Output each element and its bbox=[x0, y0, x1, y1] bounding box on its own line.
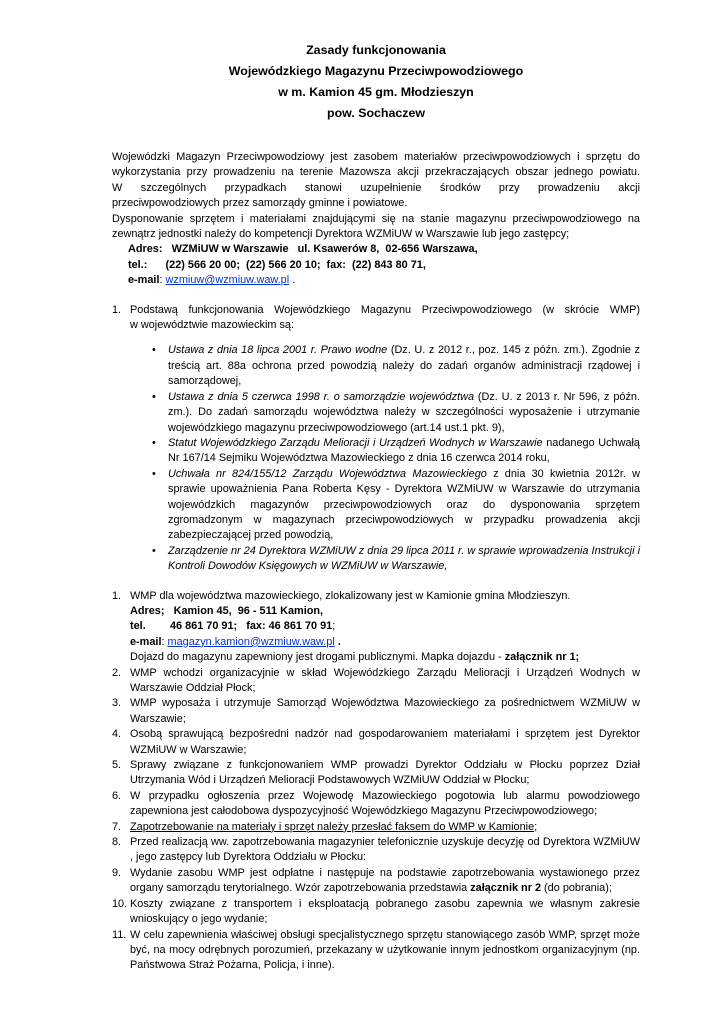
list-number: 4. bbox=[112, 728, 122, 741]
act-details: (Dz. U. z 2013 r. Nr 596, z późn. zm.). Do zadań samorządu województwa należy w szczególności wyposażenie i utrzymanie wojewódzkiego magazynu przeciwpowodziowego (art.14 ust.1 pkt. 9), bbox=[168, 390, 640, 434]
access-row bbox=[130, 650, 640, 665]
rule-text: Koszty związane z transportem i eksploatacją pobranego zasobu zapewnia we własnym zakresie wnioskujący o jego wydanie; bbox=[130, 897, 640, 926]
rule-1 bbox=[112, 589, 640, 666]
list-item bbox=[130, 343, 640, 389]
rule-text: Przed realizacją ww. zapotrzebowania magazynier telefonicznie uzyskuje decyzję od Dyrektora WZMiUW , jego zastępcy lub Dyrektora Oddziału w Płocku: bbox=[130, 836, 640, 864]
warehouse-email-row: e-mail: magazyn.kamion@wzmiuw.waw.pl . bbox=[130, 635, 341, 648]
document-page bbox=[112, 40, 640, 974]
intro-line: Wojewódzki Magazyn Przeciwpowodziowy jest zasobem materiałów przeciwpowodziowych i sprzętu do bbox=[112, 151, 640, 163]
act-title: Zarządzenie nr 24 Dyrektora WZMiUW z dnia 29 lipca 2011 r. w sprawie wprowadzenia Instrukcji i Kontroli Dowodów Księgowych w WZMiUW w Warszawie, bbox=[168, 544, 640, 573]
intro-line: przeciwpowodziowych przez samorządy gminne i powiatowe. bbox=[112, 197, 408, 210]
rule-7 bbox=[112, 820, 640, 835]
rule-text: WMP wchodzi organizacyjnie w skład Wojewódzkiego Zarządu Melioracji i Urządzeń Wodnych w Warszawie Oddział Płock; bbox=[130, 666, 640, 694]
list-item bbox=[130, 467, 640, 544]
email-suffix: . bbox=[334, 635, 341, 648]
list-number: 5. bbox=[112, 759, 122, 772]
rule-4 bbox=[112, 727, 640, 758]
list-number: 1. bbox=[112, 589, 122, 602]
basis-intro-line: Podstawą funkcjonowania Wojewódzkiego Magazynu Przeciwpowodziowego (w skrócie WMP) bbox=[130, 303, 640, 316]
act-title: Statut Wojewódzkiego Zarządu Melioracji i Urządzeń Wodnych w Warszawie bbox=[168, 436, 543, 449]
act-title: Ustawa z dnia 18 lipca 2001 r. Prawo wodne bbox=[168, 344, 388, 357]
rule-3 bbox=[112, 696, 640, 727]
list-item bbox=[130, 390, 640, 436]
rule-text: Osobą sprawującą bezpośredni nadzór nad gospodarowaniem materiałami i sprzętem jest Dyrektor WZMiUW w Warszawie; bbox=[130, 728, 640, 756]
rule-8 bbox=[112, 835, 640, 866]
attachment-1-ref: załącznik nr 1; bbox=[504, 651, 580, 664]
rule-text: Sprawy związane z funkcjonowaniem WMP prowadzi Dyrektor Oddziału w Płocku poprzez Dział Utrzymania Wód i Urządzeń Melioracji Podstawowych WZMiUW Oddział w Płocku; bbox=[130, 759, 640, 787]
intro-line: W szczególnych przypadkach stanowi uzupełnienie środków przy prowadzeniu akcji bbox=[112, 181, 640, 194]
rule-11 bbox=[112, 928, 640, 974]
bullet-icon: • bbox=[152, 467, 156, 480]
phone-suffix: ; bbox=[332, 620, 336, 633]
intro-paragraph-1 bbox=[112, 150, 640, 212]
access-text: Dojazd do magazynu zapewniony jest drogami publicznymi. Mapka dojazdu - bbox=[130, 651, 505, 664]
act-details: (Dz. U. z 2012 r., poz. 145 z późn. zm.). Zgodnie z treścią art. 88a ochrona przed powodzią należy do zadań organów administracji rządowej i samorządowej, bbox=[168, 344, 640, 388]
list-item bbox=[130, 436, 640, 467]
rule-text: WMP dla województwa mazowieckiego, zlokalizowany jest w Kamionie gmina Młodzieszyn. bbox=[130, 589, 571, 602]
rule-text: W celu zapewnienia właściwej obsługi specjalistycznego sprzętu stanowiącego zasób WMP, sprzęt może być, na mocy odrębnych porozumień, przekazany w użytkowanie innym jednostkom organizacyjnym (np. Państwowa Straż Pożarna, Policja, i inne). bbox=[130, 928, 640, 972]
warehouse-email-link[interactable]: magazyn.kamion@wzmiuw.waw.pl bbox=[167, 635, 335, 648]
act-details: nadanego Uchwałą Nr 167/14 Sejmiku Województwa Mazowieckiego z dnia 16 czerwca 2014 roku, bbox=[168, 436, 640, 465]
bullet-icon: • bbox=[152, 436, 156, 449]
list-number: 8. bbox=[112, 836, 122, 849]
title-line: Wojewódzkiego Magazynu Przeciwpowodziowego bbox=[228, 64, 524, 78]
email-suffix: . bbox=[289, 274, 296, 287]
hq-email-link[interactable]: wzmiuw@wzmiuw.waw.pl bbox=[165, 274, 290, 287]
rule-10 bbox=[112, 897, 640, 928]
rule-text: WMP wyposaża i utrzymuje Samorząd Województwa Mazowieckiego za pośrednictwem WZMiUW w Warszawie; bbox=[130, 697, 640, 725]
email-label: e-mail bbox=[128, 274, 160, 287]
hq-contact bbox=[112, 242, 640, 288]
warehouse-address: Adres; Kamion 45, 96 - 511 Kamion, bbox=[130, 604, 324, 617]
rule-6 bbox=[112, 789, 640, 820]
act-title: Ustawa z dnia 5 czerwca 1998 r. o samorządzie województwa bbox=[168, 390, 475, 403]
title-line: pow. Sochaczew bbox=[327, 106, 425, 120]
intro-line: wykorzystania przy prowadzeniu na terenie Mazowsza akcji przekraczających obszar jednego powiatu. bbox=[112, 166, 640, 179]
warehouse-phone: tel. 46 861 70 91; fax: 46 861 70 91 bbox=[130, 620, 333, 633]
list-number: 7. bbox=[112, 820, 122, 833]
basis-section bbox=[112, 303, 640, 575]
warehouse-phone-row bbox=[130, 619, 640, 634]
title-line: w m. Kamion 45 gm. Młodzieszyn bbox=[278, 85, 474, 99]
rule-2 bbox=[112, 666, 640, 697]
legal-basis-list bbox=[130, 343, 640, 574]
list-number: 9. bbox=[112, 866, 122, 879]
rule-5 bbox=[112, 758, 640, 789]
intro-line: zewnątrz jednostki należy do kompetencji Dyrektora WZMiUW w Warszawie lub jego zastępcy; bbox=[112, 228, 570, 241]
list-number: 3. bbox=[112, 697, 122, 710]
list-number: 6. bbox=[112, 789, 122, 802]
rule-9 bbox=[112, 866, 640, 897]
email-label: e-mail bbox=[130, 635, 162, 648]
bullet-icon: • bbox=[152, 390, 156, 403]
rule-text: Wydanie zasobu WMP jest odpłatne i następuje na podstawie zapotrzebowania wystawionego przez organy samorządu terytorialnego. Wzór zapotrzebowania przedstawia bbox=[130, 866, 640, 895]
list-number: 10. bbox=[112, 897, 128, 910]
attachment-2-ref: załącznik nr 2 bbox=[470, 882, 542, 895]
hq-address: Adres: WZMiUW w Warszawie ul. Ksawerów 8, 02-656 Warszawa, bbox=[128, 243, 478, 256]
basis-intro-line: w województwie mazowieckim są: bbox=[130, 319, 295, 332]
rule-text: W przypadku ogłoszenia przez Wojewodę Mazowieckiego pogotowia lub alarmu powodziowego zapewniona jest całodobowa dyspozycyjność Wojewódzkiego Magazynu Przeciwpowodziowego; bbox=[130, 789, 640, 818]
list-number: 11. bbox=[112, 928, 127, 941]
hq-email-row: e-mail: wzmiuw@wzmiuw.waw.pl . bbox=[128, 274, 296, 287]
bullet-icon: • bbox=[152, 544, 156, 557]
list-number: 2. bbox=[112, 666, 122, 679]
title-line: Zasady funkcjonowania bbox=[306, 43, 446, 57]
list-number: 1. bbox=[112, 303, 122, 316]
intro-line: Dysponowanie sprzętem i materiałami znajdującymi się na stanie magazynu przeciwpowodziowego na bbox=[112, 212, 640, 225]
rule-text-suffix: (do pobrania); bbox=[541, 882, 612, 895]
rule-text: Zapotrzebowanie na materiały i sprzęt należy przesłać faksem do WMP w Kamionie; bbox=[130, 820, 538, 833]
bullet-icon: • bbox=[152, 344, 156, 357]
intro-paragraph-2 bbox=[112, 212, 640, 243]
act-title: Uchwała nr 824/155/12 Zarządu Województwa Mazowieckiego bbox=[168, 467, 487, 480]
hq-phone: tel.: (22) 566 20 00; (22) 566 20 10; fax: (22) 843 80 71, bbox=[128, 258, 426, 271]
list-item bbox=[130, 544, 640, 575]
document-title bbox=[112, 40, 640, 124]
act-details: z dnia 30 kwietnia 2012r. w sprawie upoważnienia Pana Roberta Kęsy - Dyrektora WZMiUW w Warszawie do utrzymania wojewódzkich magazynów przeciwpowodziowych oraz do dysponowania sprzętem zgromadzonym w magazynach przeciwpowodziowych w przypadku prowadzenia akcji zabezpieczającej przed powodzią, bbox=[168, 467, 640, 542]
